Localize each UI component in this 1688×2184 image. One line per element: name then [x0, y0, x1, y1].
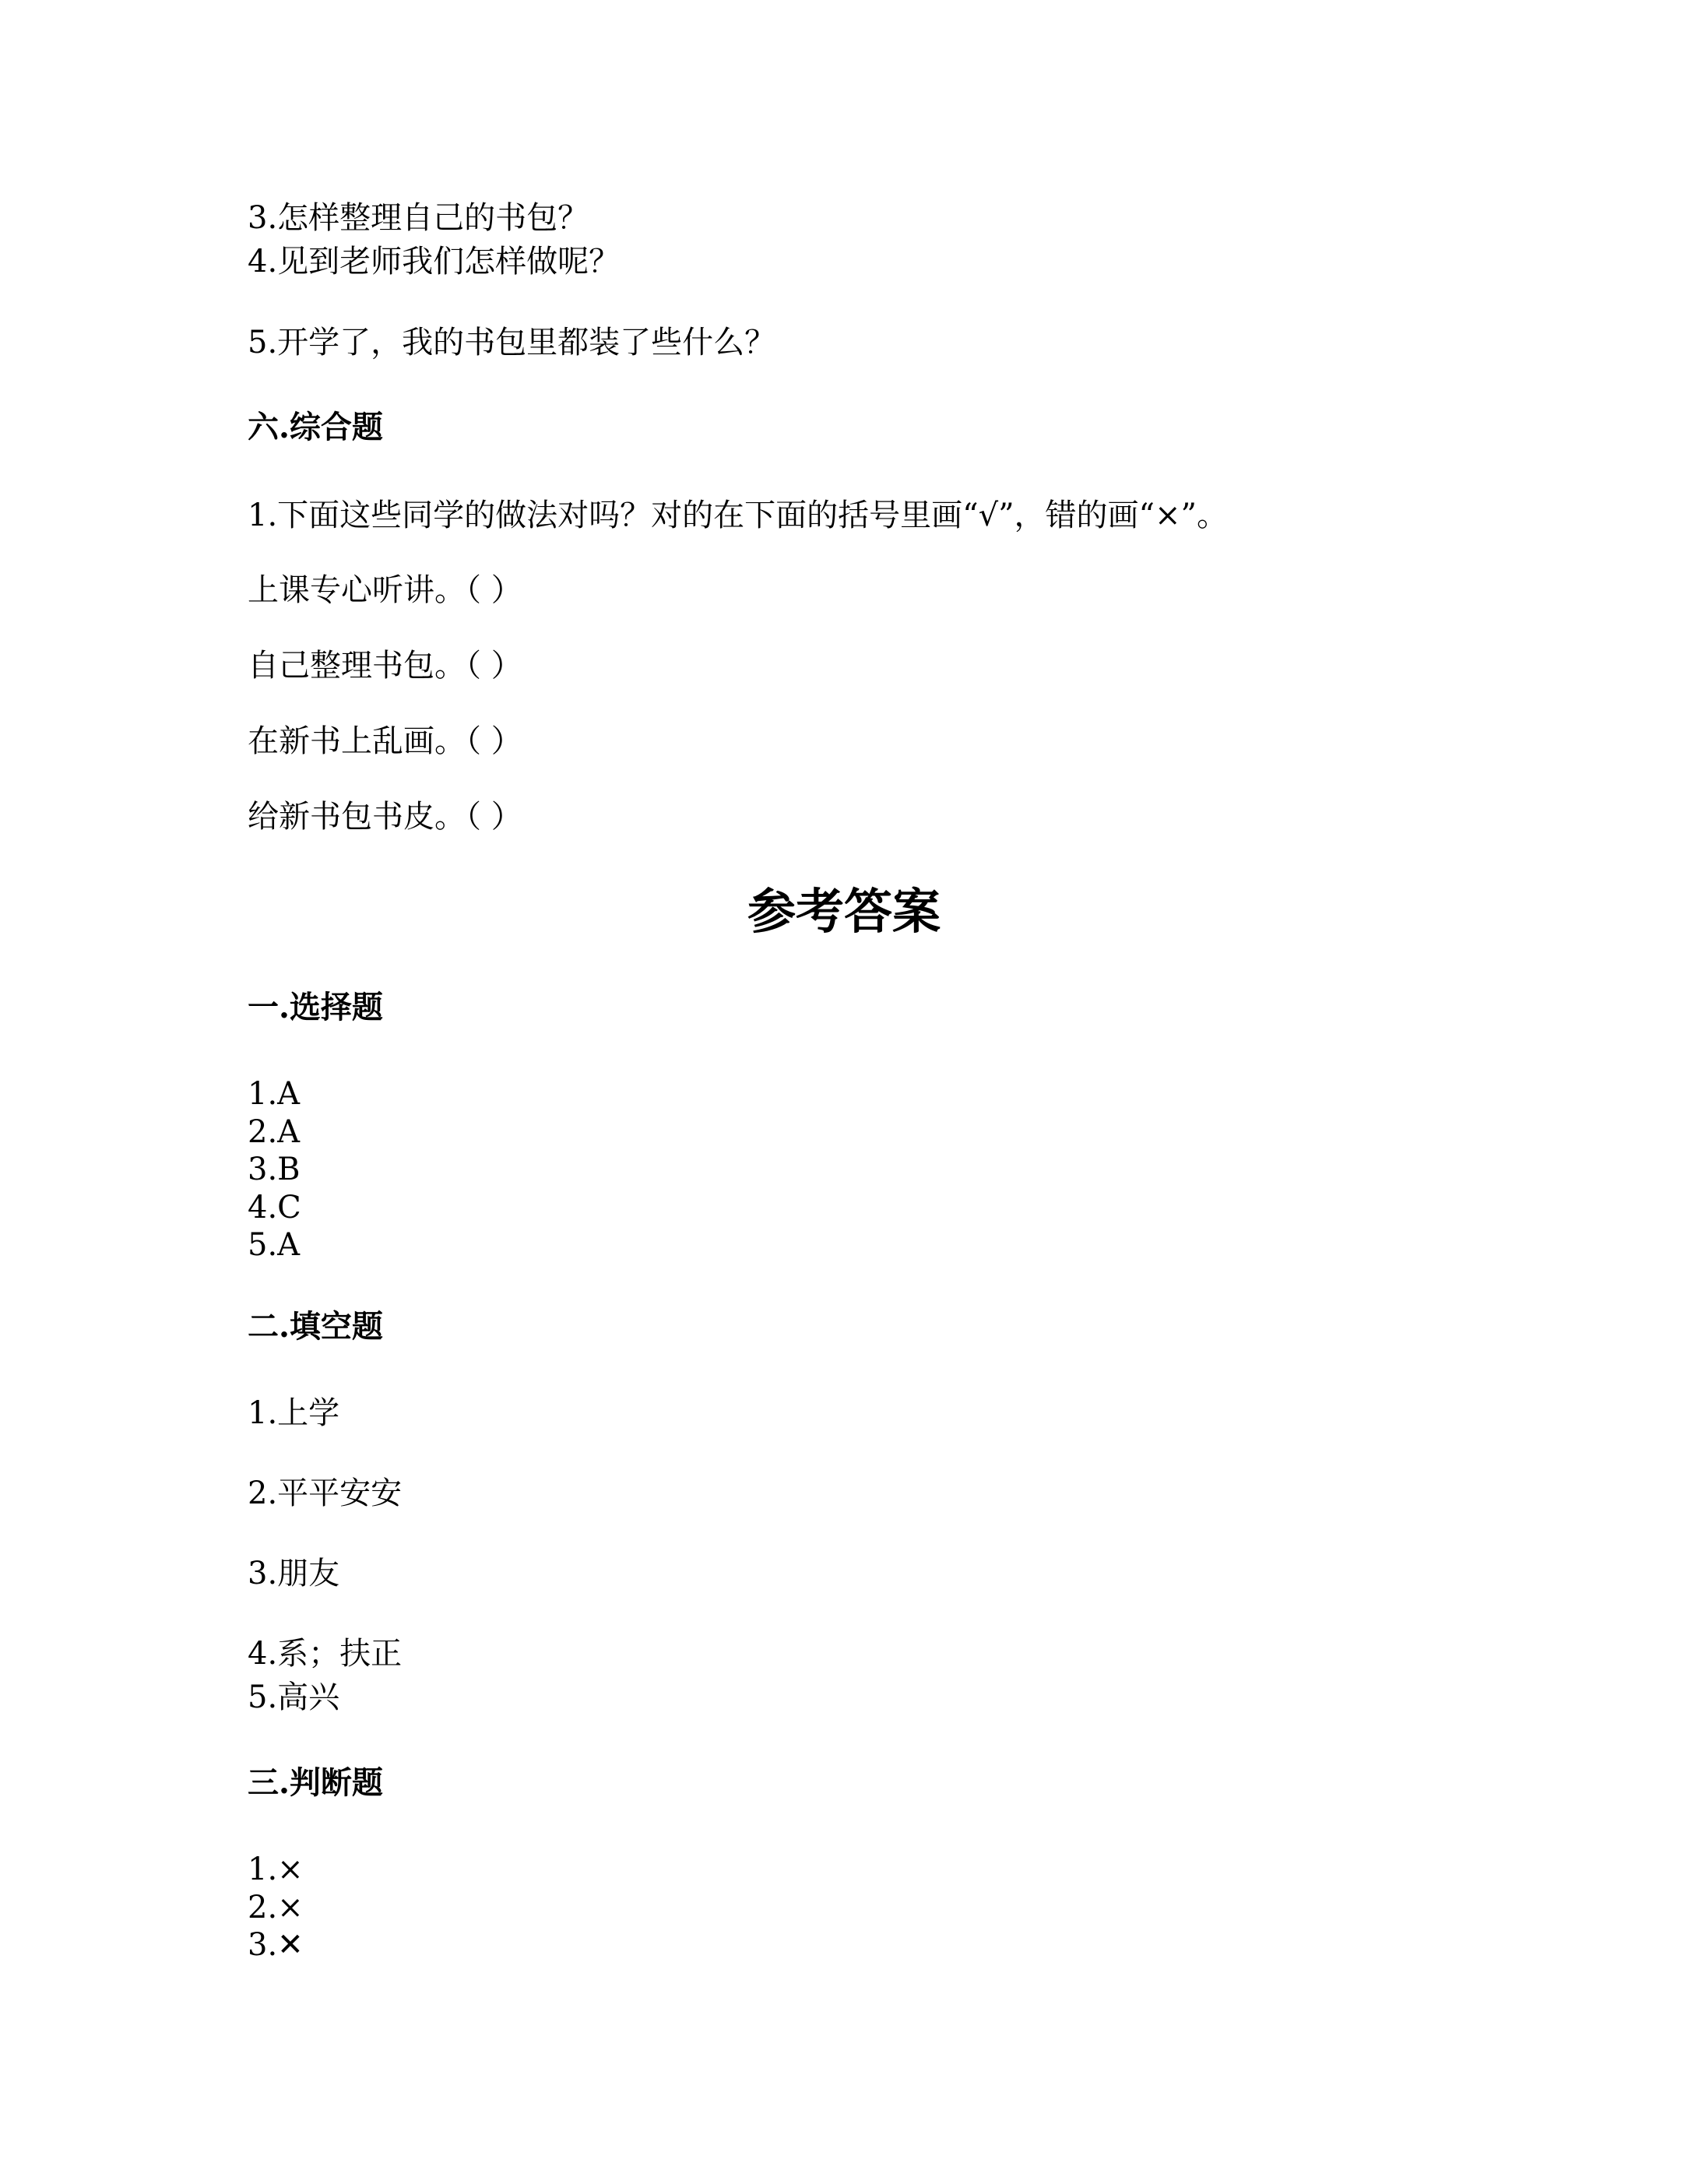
answers-section-heading-judge: 三.判断题 — [248, 1764, 383, 1801]
answer-item: 4.C — [248, 1190, 301, 1226]
question-5: 5.开学了，我的书包里都装了些什么？ — [248, 325, 776, 360]
statement-item: 上课专心听讲。（ ） — [248, 572, 522, 608]
answer-item: 3.B — [248, 1152, 301, 1187]
answer-item: 5.高兴 — [248, 1679, 340, 1715]
section-heading-comprehensive: 六.综合题 — [248, 409, 383, 445]
statement-item: 在新书上乱画。（ ） — [248, 723, 522, 759]
answer-item: 1.A — [248, 1076, 301, 1112]
question-4: 4.见到老师我们怎样做呢？ — [248, 244, 621, 280]
answer-item: 1.上学 — [248, 1395, 340, 1431]
answer-item: 5.A — [248, 1227, 301, 1263]
answer-item: 2.× — [248, 1890, 304, 1926]
answer-item: 4.系；扶正 — [248, 1636, 403, 1672]
question-3: 3.怎样整理自己的书包？ — [248, 200, 589, 236]
statement-item: 自己整理书包。（ ） — [248, 648, 522, 684]
answer-item: 3.朋友 — [248, 1556, 340, 1591]
answer-item: 1.× — [248, 1852, 304, 1887]
answers-section-heading-choice: 一.选择题 — [248, 989, 383, 1025]
answers-section-heading-fill: 二.填空题 — [248, 1308, 383, 1345]
answers-title: 参考答案 — [747, 883, 941, 940]
answer-item: 3.✕ — [248, 1927, 304, 1963]
statement-item: 给新书包书皮。（ ） — [248, 799, 522, 835]
comprehensive-prompt: 1.下面这些同学的做法对吗？对的在下面的括号里画“√”，错的画“×”。 — [248, 498, 1228, 533]
answer-item: 2.平平安安 — [248, 1475, 403, 1511]
answer-item: 2.A — [248, 1114, 301, 1150]
